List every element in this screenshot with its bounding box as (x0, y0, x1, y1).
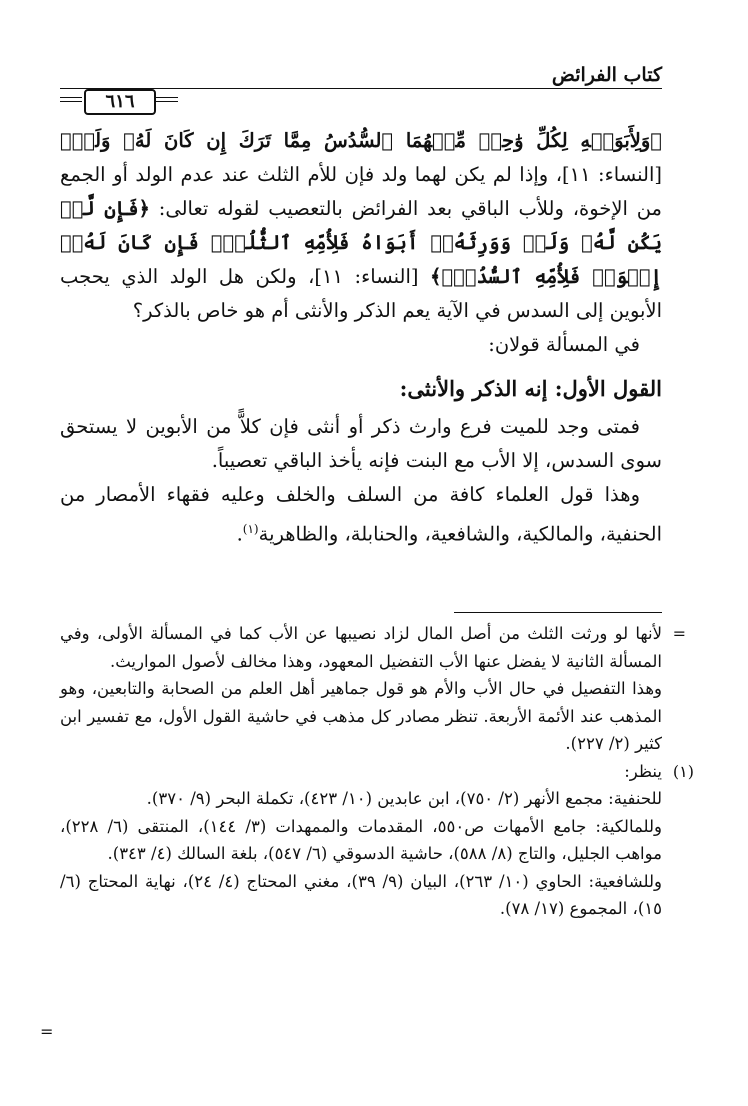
footnote-marker-1[interactable]: (١) (242, 522, 259, 536)
footnote-continuation-p1: لأنها لو ورثت الثلث من أصل المال لزاد نصيبها عن الأب كما في المسألة الأولى، وفي المسألة الثانية لا يفضل عنها الأب التفضيل المعهود، وهذا مخالف لأصول المواريث. (60, 624, 662, 671)
running-title: كتاب الفرائض (551, 64, 662, 86)
footnote-continuation (60, 620, 686, 758)
footnote-1-maliki: وللمالكية: جامع الأمهات ص٥٥٠، المقدمات والممهدات (٣/ ١٤٤)، المنتقى (٦/ ٢٢٨)، مواهب الجليل، والتاج (٨/ ٥٨٨)، حاشية الدسوقي (٦/ ٥٤٧)، بلغة السالك (٤/ ٣٤٣). (60, 816, 662, 863)
page-number: ٦١٦ (84, 89, 156, 115)
footnote-1-number: (١) (672, 761, 694, 781)
page-number-frame (60, 87, 662, 115)
paragraph-3: فمتى وجد للميت فرع وارث ذكر أو أنثى فإن كلاًّ من الأبوين لا يستحق سوى السدس، إلا الأب مع البنت فإنه يأخذ الباقي تعصيباً. (60, 415, 662, 472)
paragraph-4 (60, 478, 662, 552)
footnotes (60, 620, 694, 923)
paragraph-4-end: . (236, 522, 243, 546)
footnote-1 (60, 758, 694, 923)
verse-reference-1: [النساء: ١١]، (555, 163, 662, 186)
verse-reference-2: [النساء: ١١]، (308, 265, 419, 288)
paragraph-2: في المسألة قولان: (488, 333, 640, 356)
footnote-1-hanafi: للحنفية: مجمع الأنهر (٢/ ٧٥٠)، ابن عابدين (١٠/ ٤٢٣)، تكملة البحر (٩/ ٣٧٠). (146, 789, 662, 808)
paragraph-4-text: وهذا قول العلماء كافة من السلف والخلف وعليه فقهاء الأمصار من الحنفية، والمالكية، والشافعية، والحنابلة، والظاهرية (60, 483, 662, 546)
quran-verse-1: ﴿وَلِأَبَوَيۡهِ لِكُلِّ وَٰحِدٖ مِّنۡهُمَا ٱلسُّدُسُ مِمَّا تَرَكَ إِن كَانَ لَهُۥ وَلَدٞ﴾ (60, 129, 662, 152)
footnote-continuation-p2: وهذا التفصيل في حال الأب والأم هو قول جماهير أهل العلم من الصحابة والتابعين، وهو المذهب عند الأئمة الأربعة. تنظر مصادر كل مذهب في حاشية القول الأول، مع تفسير ابن كثير (٢/ ٢٢٧). (60, 679, 662, 753)
main-text (60, 124, 662, 552)
paragraph-1-text: وإذا لم يكن لهما ولد فإن للأم الثلث عند عدم الولد أو الجمع من الإخوة، وللأب الباقي بعد الفرائض بالتعصيب لقوله تعالى: (60, 163, 663, 220)
footnote-1-intro: ينظر: (624, 761, 662, 781)
page-number-ornament-left (60, 97, 82, 102)
page-number-ornament-right (156, 97, 178, 102)
paragraph-1-text-2: ولكن هل الولد الذي يحجب الأبوين إلى السدس في الآية يعم الذكر والأنثى أم هو خاص بالذكر؟ (60, 265, 662, 322)
continuation-marker: = (672, 624, 686, 643)
footnote-separator (454, 612, 662, 613)
footnote-1-shafii: وللشافعية: الحاوي (١٠/ ٢٦٣)، البيان (٩/ ٣٩)، مغني المحتاج (٤/ ٢٤)، نهاية المحتاج (٦/ ١٥)، المجموع (١٧/ ٧٨). (60, 871, 662, 918)
continued-marker: = (40, 1022, 54, 1041)
section-heading: القول الأول: إنه الذكر والأنثى: (399, 376, 662, 401)
quran-verse-2: ﴿فَإِن لَّمۡ يَكُن لَّهُۥ وَلَدٞ وَوَرِثَهُۥٓ أَبَوَاهُ فَلِأُمِّهِ ٱلثُّلُثُۚ فَإِن كَانَ لَهُۥٓ إِخۡوَةٞ فَلِأُمِّهِ ٱلسُّدُسُۚ﴾ (60, 197, 662, 288)
paragraph-1 (60, 124, 662, 328)
